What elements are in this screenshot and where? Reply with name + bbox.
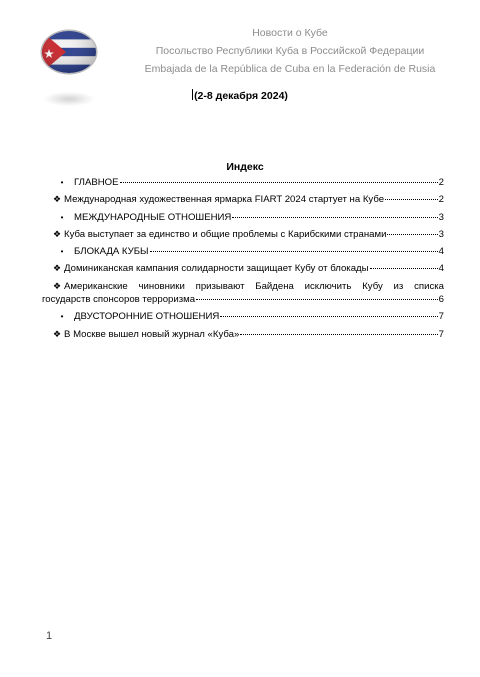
- date-range: [0, 89, 480, 102]
- cuban-flag-logo-icon: [40, 28, 98, 76]
- toc-page-number: 2: [438, 194, 444, 206]
- table-of-contents: [42, 176, 444, 345]
- bullet-icon: •: [60, 212, 64, 222]
- dot-leader: [240, 326, 437, 335]
- bullet-icon: •: [60, 312, 64, 322]
- toc-entry-main[interactable]: [50, 176, 444, 189]
- toc-entry-text-line1: Американские чиновники призывают Байдена исключить Кубу из списка: [64, 280, 444, 292]
- dot-leader: [196, 291, 438, 300]
- toc-entry-biden-terror-list[interactable]: [42, 280, 444, 306]
- diamond-bullet-icon: ❖: [52, 263, 62, 274]
- toc-entry-text: ГЛАВНОЕ: [74, 177, 119, 188]
- toc-entry-text: БЛОКАДА КУБЫ: [74, 246, 149, 258]
- toc-entry-text: Куба выступает за единство и общие проблемы с Карибскими странами: [64, 228, 387, 240]
- toc-entry-blockade[interactable]: [50, 245, 444, 258]
- toc-entry-text-line2: государств спонсоров терроризма: [42, 293, 196, 305]
- index-title: Индекс: [226, 161, 264, 173]
- diamond-bullet-icon: ❖: [52, 280, 62, 291]
- toc-entry-international-relations[interactable]: [50, 211, 444, 224]
- toc-page-number: 7: [438, 311, 444, 323]
- toc-entry-text: ДВУСТОРОННИЕ ОТНОШЕНИЯ: [74, 311, 220, 323]
- toc-entry-text: Международная художественная ярмарка FIART 2024 стартует на Кубе: [64, 194, 385, 206]
- diamond-bullet-icon: ❖: [52, 328, 62, 339]
- embassy-name-es: Embajada de la República de Cuba en la Federación de Rusia: [144, 63, 436, 75]
- toc-page-number: 6: [438, 293, 444, 305]
- bullet-icon: •: [60, 178, 64, 187]
- toc-page-number: 2: [438, 177, 444, 188]
- toc-page-number: 4: [438, 246, 444, 258]
- dot-leader: [220, 308, 437, 317]
- toc-entry-text: Доминиканская кампания солидарности защищает Кубу от блокады: [64, 263, 369, 275]
- dot-leader: [370, 260, 438, 269]
- dot-leader: [385, 191, 438, 200]
- diamond-bullet-icon: ❖: [52, 194, 62, 205]
- text-cursor: [192, 89, 193, 100]
- page-number: 1: [46, 630, 53, 642]
- toc-page-number: 7: [438, 328, 444, 340]
- toc-entry-bilateral-relations[interactable]: [50, 310, 444, 323]
- toc-entry-caribbean-unity[interactable]: [50, 228, 444, 241]
- dot-leader: [120, 174, 438, 183]
- toc-page-number: 4: [438, 263, 444, 275]
- toc-page-number: 3: [438, 211, 444, 223]
- toc-entry-new-magazine[interactable]: [50, 328, 444, 341]
- diamond-bullet-icon: ❖: [52, 228, 62, 239]
- date-range-text: (2-8 декабря 2024): [194, 90, 288, 102]
- toc-page-number: 3: [438, 228, 444, 240]
- news-title: Новости о Кубе: [252, 27, 328, 39]
- toc-entry-fiart[interactable]: [50, 193, 444, 206]
- toc-entry-dominican-campaign[interactable]: [50, 262, 444, 275]
- toc-entry-text: В Москве вышел новый журнал «Куба»: [64, 328, 240, 340]
- dot-leader: [232, 209, 437, 218]
- header: [100, 24, 480, 78]
- toc-entry-text: МЕЖДУНАРОДНЫЕ ОТНОШЕНИЯ: [74, 211, 232, 223]
- bullet-icon: •: [60, 247, 64, 257]
- dot-leader: [150, 243, 438, 252]
- dot-leader: [387, 226, 437, 235]
- embassy-name-ru: Посольство Республики Куба в Российской Федерации: [155, 45, 425, 57]
